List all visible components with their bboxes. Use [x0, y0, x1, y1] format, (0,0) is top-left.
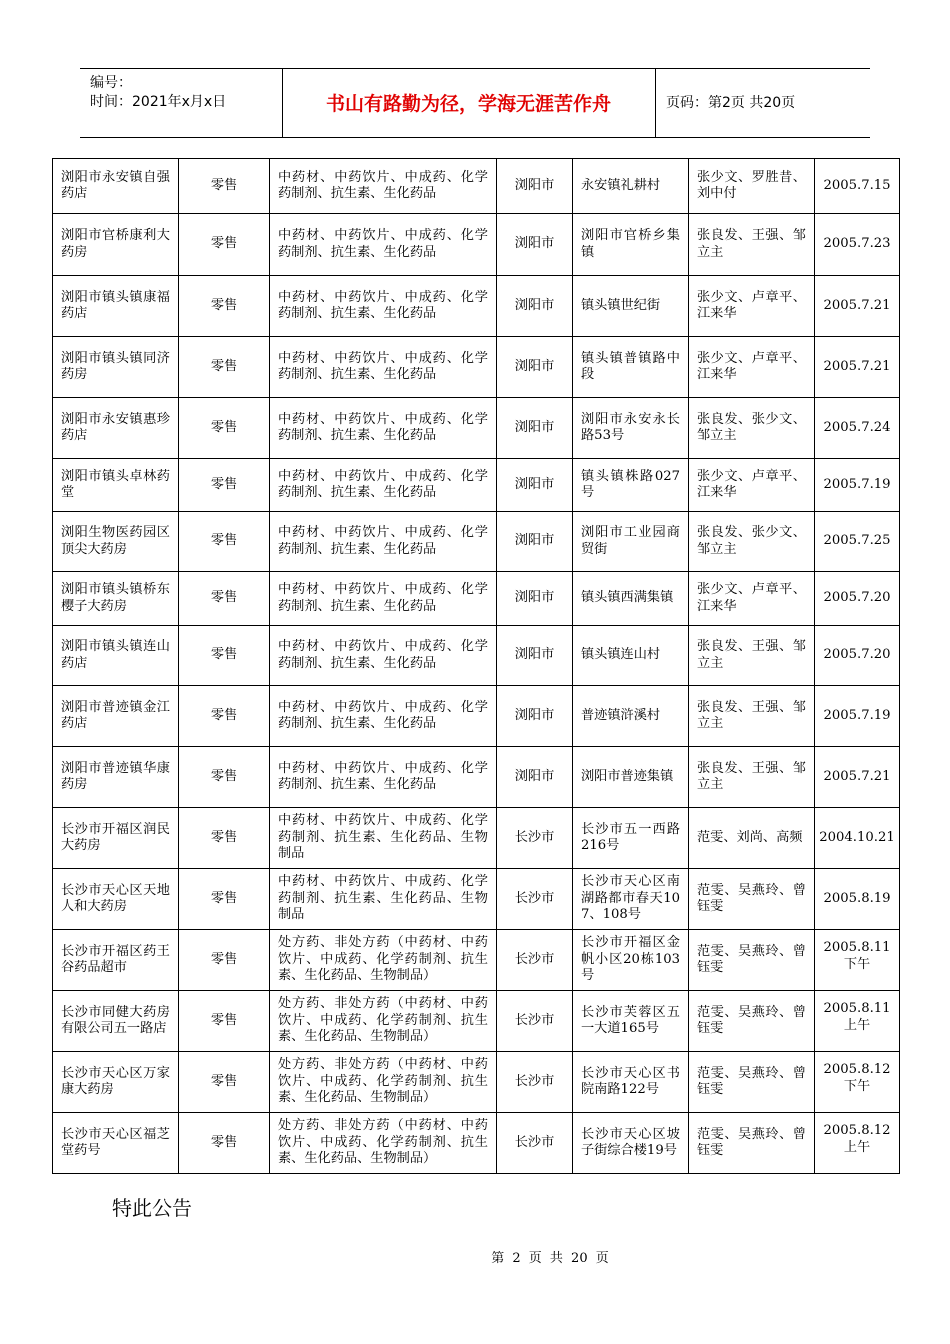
cell-name: 长沙市开福区润民大药房	[53, 808, 179, 869]
cell-date: 2005.8.19	[815, 869, 900, 930]
cell-date: 2005.7.20	[815, 626, 900, 686]
table-row	[53, 276, 900, 337]
cell-people: 范雯、吴燕玲、曾钰雯	[689, 930, 815, 991]
cell-address: 浏阳市永安永长路53号	[573, 398, 689, 459]
cell-scope: 处方药、非处方药（中药材、中药饮片、中成药、化学药制剂、抗生素、生化药品、生物制品）	[270, 930, 497, 991]
cell-type: 零售	[179, 159, 270, 214]
cell-type: 零售	[179, 808, 270, 869]
cell-date: 2005.7.19	[815, 686, 900, 747]
cell-date: 2005.7.21	[815, 276, 900, 337]
cell-people: 张少文、卢章平、江来华	[689, 276, 815, 337]
cell-scope: 处方药、非处方药（中药材、中药饮片、中成药、化学药制剂、抗生素、生化药品、生物制品）	[270, 1113, 497, 1174]
cell-city: 浏阳市	[497, 214, 573, 276]
cell-city: 长沙市	[497, 930, 573, 991]
cell-people: 张少文、卢章平、江来华	[689, 337, 815, 398]
cell-type: 零售	[179, 686, 270, 747]
cell-people: 范雯、刘尚、高频	[689, 808, 815, 869]
cell-city: 长沙市	[497, 869, 573, 930]
table-row	[53, 686, 900, 747]
cell-type: 零售	[179, 276, 270, 337]
document-date: 时间：2021年x月x日	[90, 94, 227, 110]
cell-people: 张良发、王强、邹立主	[689, 626, 815, 686]
cell-type: 零售	[179, 337, 270, 398]
table-row	[53, 626, 900, 686]
cell-name: 浏阳市永安镇自强药店	[53, 159, 179, 214]
cell-scope: 中药材、中药饮片、中成药、化学药制剂、抗生素、生化药品	[270, 626, 497, 686]
cell-name: 浏阳市镇头镇康福药店	[53, 276, 179, 337]
cell-date: 2005.7.21	[815, 747, 900, 808]
cell-scope: 中药材、中药饮片、中成药、化学药制剂、抗生素、生化药品、生物制品	[270, 869, 497, 930]
cell-scope: 中药材、中药饮片、中成药、化学药制剂、抗生素、生化药品、生物制品	[270, 808, 497, 869]
cell-address: 长沙市开福区金帆小区20栋103号	[573, 930, 689, 991]
cell-people: 张良发、王强、邹立主	[689, 686, 815, 747]
cell-scope: 中药材、中药饮片、中成药、化学药制剂、抗生素、生化药品	[270, 398, 497, 459]
cell-name: 长沙市开福区药王谷药品超市	[53, 930, 179, 991]
cell-people: 范雯、吴燕玲、曾钰雯	[689, 991, 815, 1052]
header-page-info: 页码：第2页 共20页	[666, 95, 796, 111]
cell-address: 浏阳市工业园商贸街	[573, 512, 689, 572]
cell-scope: 中药材、中药饮片、中成药、化学药制剂、抗生素、生化药品	[270, 572, 497, 626]
cell-scope: 中药材、中药饮片、中成药、化学药制剂、抗生素、生化药品	[270, 512, 497, 572]
cell-name: 浏阳市镇头镇桥东樱子大药房	[53, 572, 179, 626]
document-number-label: 编号：	[90, 75, 132, 91]
cell-address: 镇头镇普镇路中段	[573, 337, 689, 398]
cell-type: 零售	[179, 398, 270, 459]
cell-people: 张良发、张少文、邹立主	[689, 512, 815, 572]
table-row	[53, 1113, 900, 1174]
cell-address: 长沙市天心区坡子街综合楼19号	[573, 1113, 689, 1174]
cell-type: 零售	[179, 991, 270, 1052]
cell-people: 范雯、吴燕玲、曾钰雯	[689, 1113, 815, 1174]
cell-scope: 处方药、非处方药（中药材、中药饮片、中成药、化学药制剂、抗生素、生化药品、生物制品）	[270, 1052, 497, 1113]
cell-city: 浏阳市	[497, 512, 573, 572]
cell-scope: 中药材、中药饮片、中成药、化学药制剂、抗生素、生化药品	[270, 159, 497, 214]
cell-people: 张少文、罗胜昔、刘中付	[689, 159, 815, 214]
cell-date: 2005.8.12 下午	[815, 1052, 900, 1113]
table-row	[53, 214, 900, 276]
cell-name: 浏阳市镇头镇同济药房	[53, 337, 179, 398]
cell-name: 长沙市同健大药房有限公司五一路店	[53, 991, 179, 1052]
cell-type: 零售	[179, 747, 270, 808]
cell-type: 零售	[179, 869, 270, 930]
cell-city: 浏阳市	[497, 159, 573, 214]
cell-type: 零售	[179, 512, 270, 572]
cell-date: 2005.7.19	[815, 459, 900, 512]
cell-city: 浏阳市	[497, 686, 573, 747]
cell-scope: 中药材、中药饮片、中成药、化学药制剂、抗生素、生化药品	[270, 214, 497, 276]
cell-people: 张良发、王强、邹立主	[689, 747, 815, 808]
table-row	[53, 869, 900, 930]
cell-address: 镇头镇西满集镇	[573, 572, 689, 626]
cell-date: 2005.8.11 上午	[815, 991, 900, 1052]
cell-city: 浏阳市	[497, 337, 573, 398]
cell-people: 张良发、王强、邹立主	[689, 214, 815, 276]
cell-name: 浏阳生物医药园区顶尖大药房	[53, 512, 179, 572]
cell-address: 长沙市芙蓉区五一大道165号	[573, 991, 689, 1052]
cell-city: 浏阳市	[497, 572, 573, 626]
cell-type: 零售	[179, 626, 270, 686]
cell-city: 长沙市	[497, 1052, 573, 1113]
cell-address: 长沙市五一西路216号	[573, 808, 689, 869]
page-header	[80, 68, 870, 138]
cell-city: 浏阳市	[497, 747, 573, 808]
cell-scope: 处方药、非处方药（中药材、中药饮片、中成药、化学药制剂、抗生素、生化药品、生物制品）	[270, 991, 497, 1052]
pharmacy-license-table	[52, 158, 900, 1174]
cell-date: 2005.7.23	[815, 214, 900, 276]
cell-name: 长沙市天心区天地人和大药房	[53, 869, 179, 930]
cell-type: 零售	[179, 1113, 270, 1174]
cell-address: 浏阳市官桥乡集镇	[573, 214, 689, 276]
cell-address: 浏阳市普迹集镇	[573, 747, 689, 808]
table-row	[53, 159, 900, 214]
cell-city: 浏阳市	[497, 626, 573, 686]
cell-date: 2005.7.21	[815, 337, 900, 398]
cell-city: 长沙市	[497, 808, 573, 869]
table-row	[53, 808, 900, 869]
cell-address: 镇头镇世纪街	[573, 276, 689, 337]
cell-scope: 中药材、中药饮片、中成药、化学药制剂、抗生素、生化药品	[270, 337, 497, 398]
cell-date: 2005.8.11 下午	[815, 930, 900, 991]
cell-people: 张少文、卢章平、江来华	[689, 572, 815, 626]
cell-type: 零售	[179, 930, 270, 991]
table-row	[53, 930, 900, 991]
cell-scope: 中药材、中药饮片、中成药、化学药制剂、抗生素、生化药品	[270, 747, 497, 808]
table-row	[53, 1052, 900, 1113]
cell-city: 浏阳市	[497, 398, 573, 459]
cell-date: 2005.8.12 上午	[815, 1113, 900, 1174]
table-row	[53, 459, 900, 512]
table-row	[53, 512, 900, 572]
cell-city: 长沙市	[497, 991, 573, 1052]
cell-name: 浏阳市普迹镇华康药房	[53, 747, 179, 808]
cell-type: 零售	[179, 214, 270, 276]
table-row	[53, 747, 900, 808]
cell-date: 2005.7.25	[815, 512, 900, 572]
cell-date: 2005.7.24	[815, 398, 900, 459]
cell-address: 普迹镇浒溪村	[573, 686, 689, 747]
cell-people: 张少文、卢章平、江来华	[689, 459, 815, 512]
cell-city: 长沙市	[497, 1113, 573, 1174]
cell-scope: 中药材、中药饮片、中成药、化学药制剂、抗生素、生化药品	[270, 276, 497, 337]
cell-type: 零售	[179, 1052, 270, 1113]
cell-name: 浏阳市镇头卓林药堂	[53, 459, 179, 512]
cell-name: 浏阳市官桥康利大药房	[53, 214, 179, 276]
notice-text: 特此公告	[112, 1196, 192, 1220]
cell-date: 2005.7.20	[815, 572, 900, 626]
page-footer	[0, 1247, 950, 1266]
cell-name: 长沙市天心区万家康大药房	[53, 1052, 179, 1113]
cell-type: 零售	[179, 459, 270, 512]
cell-scope: 中药材、中药饮片、中成药、化学药制剂、抗生素、生化药品	[270, 459, 497, 512]
cell-city: 浏阳市	[497, 276, 573, 337]
cell-city: 浏阳市	[497, 459, 573, 512]
header-meta	[80, 69, 282, 137]
header-divider	[655, 69, 656, 137]
cell-name: 浏阳市永安镇惠珍药店	[53, 398, 179, 459]
table-row	[53, 572, 900, 626]
cell-address: 长沙市天心区书院南路122号	[573, 1052, 689, 1113]
cell-address: 永安镇礼耕村	[573, 159, 689, 214]
cell-name: 长沙市天心区福芝堂药号	[53, 1113, 179, 1174]
table-row	[53, 991, 900, 1052]
cell-name: 浏阳市普迹镇金江药店	[53, 686, 179, 747]
cell-date: 2005.7.15	[815, 159, 900, 214]
cell-people: 张良发、张少文、邹立主	[689, 398, 815, 459]
cell-address: 长沙市天心区南湖路都市春天107、108号	[573, 869, 689, 930]
cell-type: 零售	[179, 572, 270, 626]
table-row	[53, 337, 900, 398]
cell-address: 镇头镇连山村	[573, 626, 689, 686]
cell-scope: 中药材、中药饮片、中成药、化学药制剂、抗生素、生化药品	[270, 686, 497, 747]
cell-address: 镇头镇株路027号	[573, 459, 689, 512]
cell-people: 范雯、吴燕玲、曾钰雯	[689, 1052, 815, 1113]
cell-name: 浏阳市镇头镇连山药店	[53, 626, 179, 686]
header-motto: 书山有路勤为径，学海无涯苦作舟	[325, 93, 611, 115]
footer-page-number: 第 2 页 共 20 页	[491, 1251, 609, 1266]
cell-people: 范雯、吴燕玲、曾钰雯	[689, 869, 815, 930]
table-row	[53, 398, 900, 459]
cell-date: 2004.10.21	[815, 808, 900, 869]
